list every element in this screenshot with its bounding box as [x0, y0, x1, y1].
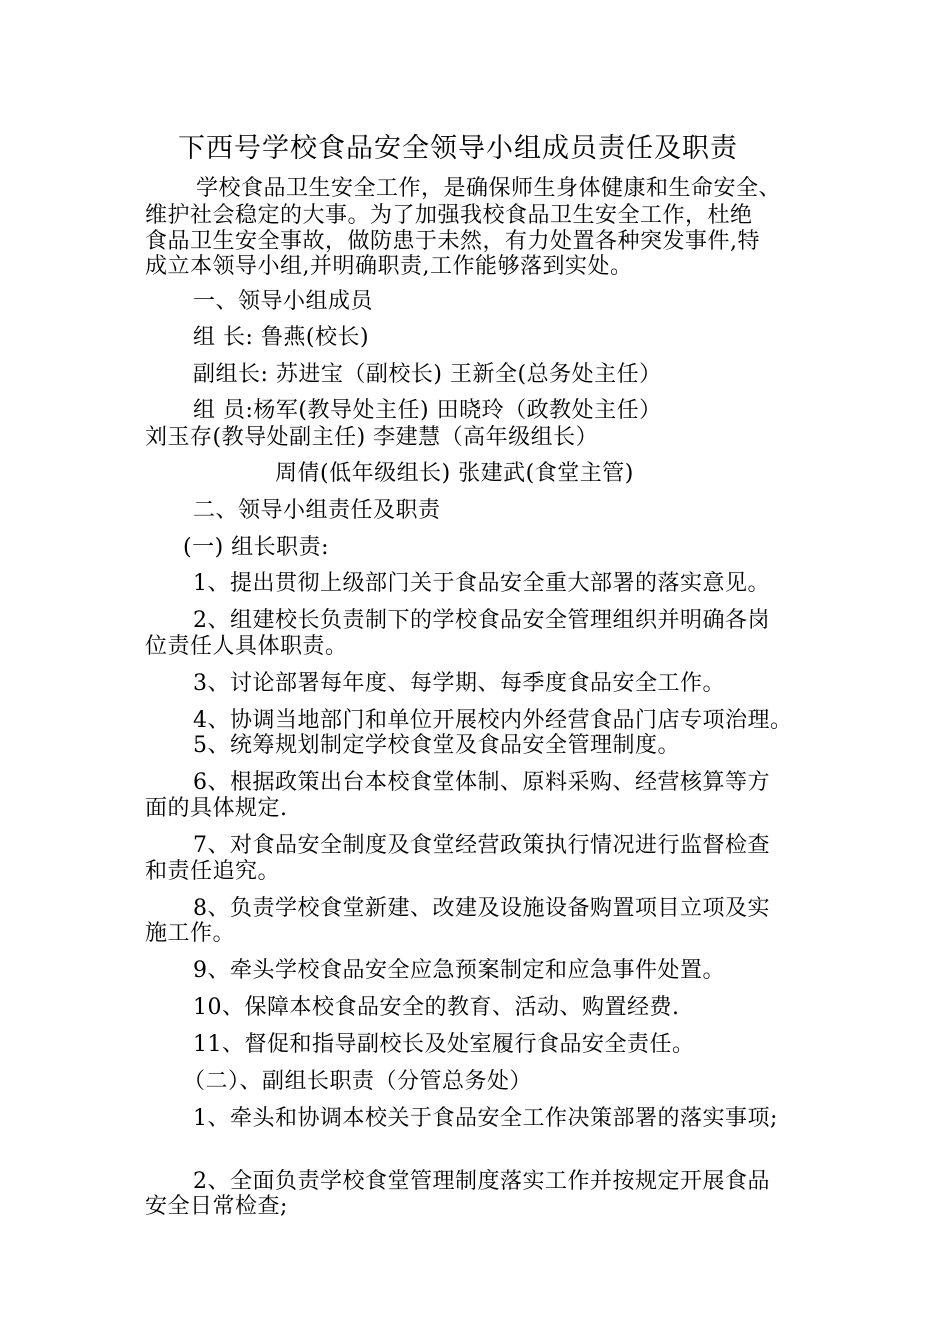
sub1-item-8: 8、负责学校食堂新建、改建及设施设备购置项目立项及实 — [193, 896, 770, 921]
members-line-3: 周倩(低年级组长) 张建武(食堂主管) — [275, 461, 634, 486]
sub2-heading: （二）、副组长职责（分管总务处） — [183, 1069, 533, 1094]
intro-line-4: 成立本领导小组,并明确职责,工作能够落到实处。 — [145, 254, 633, 279]
document-title: 下西号学校食品安全领导小组成员责任及职责 — [178, 133, 738, 164]
intro-line-2: 维护社会稳定的大事。为了加强我校食品卫生安全工作，杜绝 — [145, 203, 753, 228]
sub1-item-4: 4、协调当地部门和单位开展校内外经营食品门店专项治理。 — [193, 708, 793, 733]
sub1-item-6-cont: 面的具体规定. — [145, 796, 288, 821]
sub1-item-2: 2、组建校长负责制下的学校食品安全管理组织并明确各岗 — [193, 608, 770, 633]
deputy-line: 副组长: 苏进宝（副校长) 王新全(总务处主任） — [193, 362, 662, 387]
sub1-item-6: 6、根据政策出台本校食堂体制、原料采购、经营核算等方 — [193, 770, 770, 795]
members-line-2: 刘玉存(教导处副主任) 李建慧（高年级组长） — [145, 425, 599, 450]
intro-line-3: 食品卫生安全事故，做防患于未然，有力处置各种突发事件,特 — [145, 229, 760, 254]
sub2-item-1: 1、牵头和协调本校关于食品安全工作决策部署的落实事项; — [193, 1106, 778, 1131]
sub1-item-7-cont: 和责任追究。 — [145, 859, 281, 884]
section1-heading: 一、领导小组成员 — [193, 289, 374, 314]
intro-line-1: 学校食品卫生安全工作，是确保师生身体健康和生命安全、 — [196, 176, 782, 201]
sub1-item-7: 7、对食品安全制度及食堂经营政策执行情况进行监督检查 — [193, 833, 770, 858]
sub2-item-2-cont: 安全日常检查; — [145, 1194, 288, 1219]
sub1-item-1: 1、提出贯彻上级部门关于食品安全重大部署的落实意见。 — [193, 571, 770, 596]
leader-line: 组 长: 鲁燕(校长) — [193, 325, 370, 350]
sub1-item-5: 5、统筹规划制定学校食堂及食品安全管理制度。 — [193, 733, 680, 758]
sub1-item-3: 3、讨论部署每年度、每学期、每季度食品安全工作。 — [193, 671, 725, 696]
sub2-item-2: 2、全面负责学校食堂管理制度落实工作并按规定开展食品 — [193, 1169, 770, 1194]
sub1-item-9: 9、牵头学校食品安全应急预案制定和应急事件处置。 — [193, 958, 725, 983]
sub1-item-10: 10、保障本校食品安全的教育、活动、购置经费. — [193, 995, 680, 1020]
sub1-item-11: 11、督促和指导副校长及处室履行食品安全责任。 — [193, 1032, 695, 1057]
sub1-item-2-cont: 位责任人具体职责。 — [145, 634, 348, 659]
section2-heading: 二、领导小组责任及职责 — [193, 498, 441, 523]
sub1-heading: (一) 组长职责: — [183, 535, 330, 560]
sub1-item-8-cont: 施工作。 — [145, 921, 236, 946]
members-line-1: 组 员:杨军(教导处主任) 田晓玲（政教处主任） — [193, 398, 662, 423]
